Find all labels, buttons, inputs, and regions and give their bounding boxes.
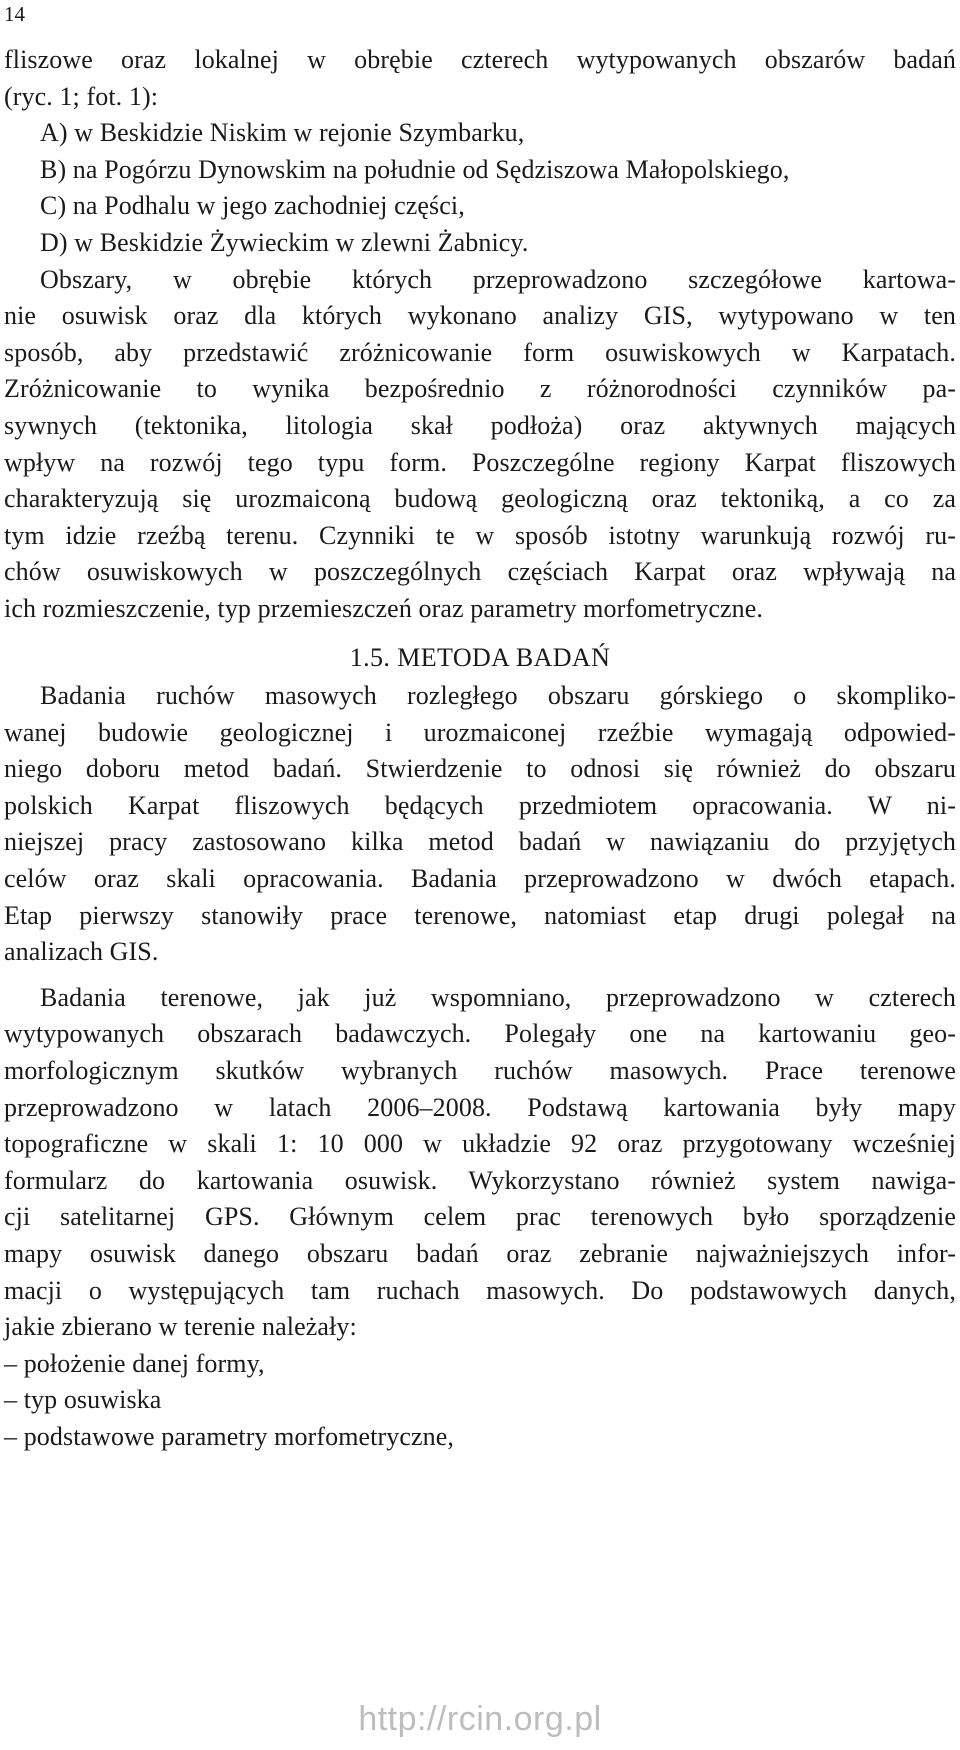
page-body	[4, 42, 956, 1456]
paragraph-line: macji o występujących tam ruchach masowych. Do podstawowych danych,	[4, 1275, 956, 1305]
paragraph-line: tym idzie rzeźbą terenu. Czynniki te w sposób istotny warunkują rozwój ru-	[4, 520, 956, 550]
paragraph-line: Badania terenowe, jak już wspomniano, przeprowadzono w czterech	[40, 982, 956, 1012]
paragraph-line: wpływ na rozwój tego typu form. Poszczególne regiony Karpat fliszowych	[4, 447, 956, 477]
paragraph-line: niego doboru metod badań. Stwierdzenie to odnosi się również do obszaru	[4, 754, 956, 784]
paragraph-line: sywnych (tektonika, litologia skał podłoża) oraz aktywnych mających	[4, 410, 956, 440]
list-item: – położenie danej formy,	[4, 1348, 265, 1378]
paragraph-line: analizach GIS.	[4, 937, 159, 967]
page-number: 14	[4, 2, 25, 26]
list-item: – podstawowe parametry morfometryczne,	[4, 1421, 454, 1451]
paragraph-line: Obszary, w obrębie których przeprowadzono szczegółowe kartowa-	[40, 264, 956, 294]
paragraph-line: topograficzne w skali 1: 10 000 w układzie 92 oraz przygotowany wcześniej	[4, 1129, 956, 1159]
area-item: B) na Pogórzu Dynowskim na południe od Sędziszowa Małopolskiego,	[40, 154, 790, 184]
paragraph-line: chów osuwiskowych w poszczególnych częściach Karpat oraz wpływają na	[4, 557, 956, 587]
paragraph-line: ich rozmieszczenie, typ przemieszczeń oraz parametry morfometryczne.	[4, 593, 763, 623]
paragraph-line: Etap pierwszy stanowiły prace terenowe, natomiast etap drugi polegał na	[4, 900, 956, 930]
paragraph-line: celów oraz skali opracowania. Badania przeprowadzono w dwóch etapach.	[4, 864, 956, 894]
paragraph-line: Zróżnicowanie to wynika bezpośrednio z różnorodności czynników pa-	[4, 374, 956, 404]
paragraph-line: niejszej pracy zastosowano kilka metod badań w nawiązaniu do przyjętych	[4, 827, 956, 857]
paragraph-line: jakie zbierano w terenie należały:	[4, 1312, 357, 1342]
section-heading: 1.5. METODA BADAŃ	[349, 642, 611, 672]
intro-line: (ryc. 1; fot. 1):	[4, 81, 159, 111]
paragraph-line: nie osuwisk oraz dla których wykonano analizy GIS, wytypowano w ten	[4, 301, 956, 331]
paragraph-line: polskich Karpat fliszowych będących przedmiotem opracowania. W ni-	[4, 790, 956, 820]
paragraph-line: wanej budowie geologicznej i urozmaiconej rzeźbie wymagają odpowied-	[4, 717, 956, 747]
watermark-url: http://rcin.org.pl	[358, 1700, 602, 1738]
list-item: – typ osuwiska	[4, 1385, 162, 1415]
paragraph-line: cji satelitarnej GPS. Głównym celem prac terenowych było sporządzenie	[4, 1202, 956, 1232]
paragraph-line: przeprowadzono w latach 2006–2008. Podstawą kartowania były mapy	[4, 1092, 956, 1122]
paragraph-line: formularz do kartowania osuwisk. Wykorzystano również system nawiga-	[4, 1165, 956, 1195]
area-item: A) w Beskidzie Niskim w rejonie Szymbarku,	[40, 118, 525, 148]
paragraph-line: charakteryzują się urozmaiconą budową geologiczną oraz tektoniką, a co za	[4, 484, 956, 514]
area-item: C) na Podhalu w jego zachodniej części,	[40, 191, 465, 221]
paragraph-line: wytypowanych obszarach badawczych. Polegały one na kartowaniu geo-	[4, 1019, 956, 1049]
intro-line: fliszowe oraz lokalnej w obrębie czterech wytypowanych obszarów badań	[4, 45, 956, 74]
paragraph-line: sposób, aby przedstawić zróżnicowanie form osuwiskowych w Karpatach.	[4, 337, 956, 367]
paragraph-gap	[4, 971, 956, 980]
paragraph-line: mapy osuwisk danego obszaru badań oraz zebranie najważniejszych infor-	[4, 1239, 956, 1268]
paragraph-line: morfologicznym skutków wybranych ruchów masowych. Prace terenowe	[4, 1056, 956, 1086]
area-item: D) w Beskidzie Żywieckim w zlewni Żabnicy.	[40, 227, 529, 257]
paragraph-line: Badania ruchów masowych rozległego obszaru górskiego o skompliko-	[40, 681, 956, 711]
